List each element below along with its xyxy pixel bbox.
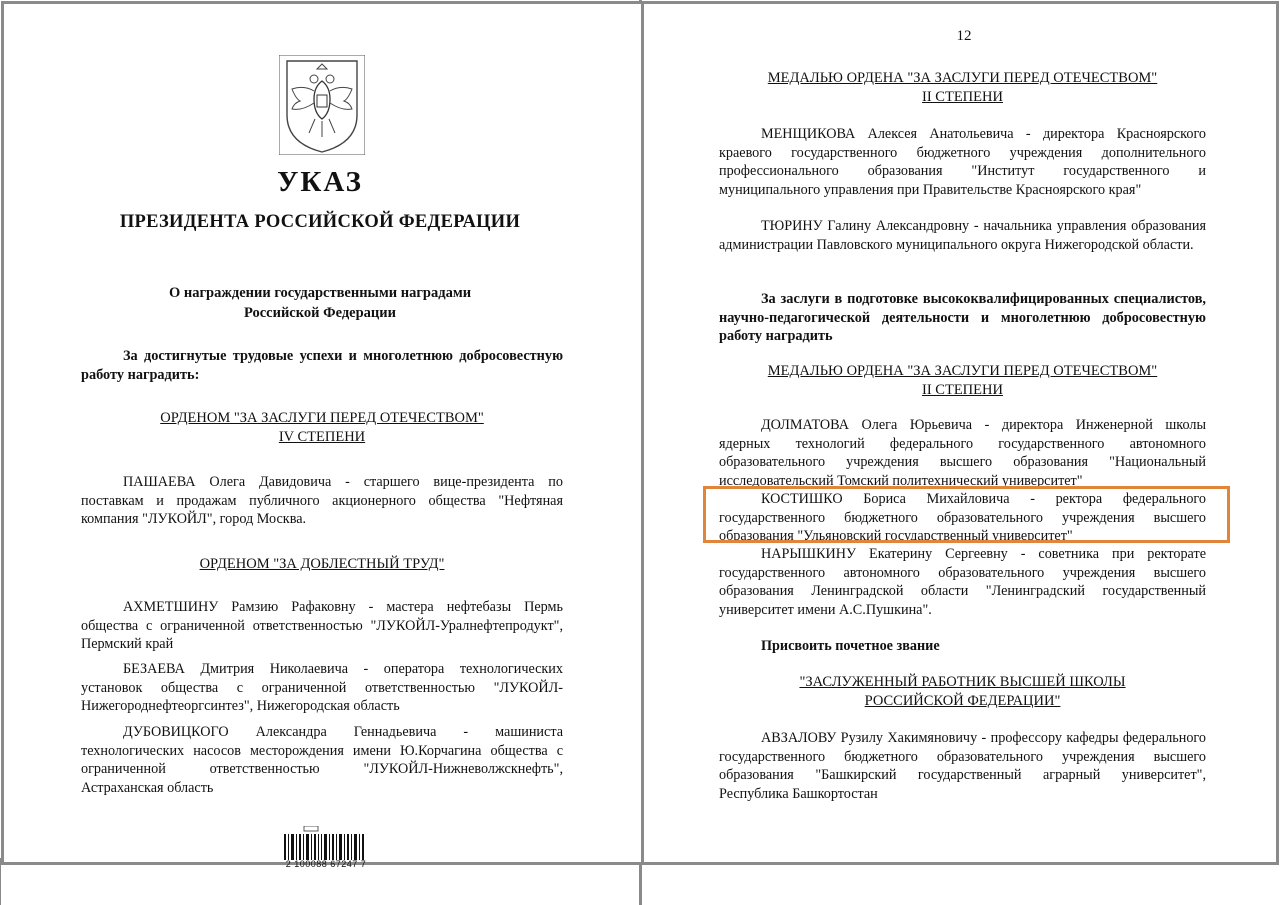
section-heading-line: МЕДАЛЬЮ ОРДЕНА "ЗА ЗАСЛУГИ ПЕРЕД ОТЕЧЕСТВОМ": [767, 70, 1158, 86]
section-heading-order-merit: [81, 409, 563, 447]
decree-subject: [80, 283, 560, 323]
coat-of-arms-emblem: [279, 55, 365, 155]
entry-text: КОСТИШКО Бориса Михайловича - ректора федерального государственного бюджетного образовательного учреждения высшего образования "Ульяновский государственный университет": [719, 491, 1206, 545]
section-heading-medal-2: [719, 362, 1206, 400]
document-title: УКАЗ: [277, 166, 363, 198]
section-heading-line: МЕДАЛЬЮ ОРДЕНА "ЗА ЗАСЛУГИ ПЕРЕД ОТЕЧЕСТВОМ": [767, 363, 1158, 379]
entry-text: ДУБОВИЦКОГО Александра Геннадьевича - машиниста технологических насосов месторождения имени Ю.Корчагина общества с ограниченной ответственностью "ЛУКОЙЛ-Нижневолжскнефть", Астраханская область: [81, 724, 563, 796]
section-heading-line: II СТЕПЕНИ: [922, 382, 1003, 398]
decree-intro: [81, 347, 563, 385]
decree-intro-text: За достигнутые трудовые успехи и многолетнюю добросовестную работу наградить:: [81, 348, 563, 383]
page-left-edge: [0, 858, 1, 905]
section-heading-line: II СТЕПЕНИ: [922, 89, 1003, 105]
entry-akhmetshina: [81, 598, 563, 654]
entry-text: БЕЗАЕВА Дмитрия Николаевича - оператора технологических установок общества с ограниченной ответственностью "ЛУКОЙЛ-Нижегороднефтеоргсинтез", Нижегородская область: [81, 661, 563, 715]
entry-menshchikova: [719, 125, 1206, 199]
honorary-title-intro: [719, 637, 1206, 656]
section-heading-order-labour: ОРДЕНОМ "ЗА ДОБЛЕСТНЫЙ ТРУД": [199, 556, 445, 572]
entry-dubovitsky: [81, 723, 563, 797]
merit-intro-text: За заслуги в подготовке высококвалифицированных специалистов, научно-педагогической деятельности и многолетнюю добросовестную работу наградить: [719, 291, 1206, 345]
merit-intro: [719, 290, 1206, 346]
entry-text: ДОЛМАТОВА Олега Юрьевича - директора Инженерной школы ядерных технологий федерального государственного автономного образовательного учреждения высшего образования "Национальный исследовательский Томский политехнический университет": [719, 417, 1206, 489]
decree-subject-line: О награждении государственными наградами: [168, 285, 472, 301]
entry-text: ПАШАЕВА Олега Давидовича - старшего вице-президента по поставкам и продажам публичного акционерного общества "Нефтяная компания "ЛУКОЙЛ", город Москва.: [81, 474, 563, 528]
barcode-number: 2 100088 67247 7: [285, 859, 367, 869]
entry-dolmatov: [719, 416, 1206, 490]
section-heading-line: IV СТЕПЕНИ: [278, 429, 366, 445]
honorary-title-intro-text: Присвоить почетное звание: [761, 638, 940, 654]
section-heading-line: РОССИЙСКОЙ ФЕДЕРАЦИИ": [864, 693, 1061, 709]
entry-tyurina: [719, 217, 1206, 254]
entry-text: НАРЫШКИНУ Екатерину Сергеевну - советника при ректорате государственного автономного образовательного учреждения высшего образования Ленинградской области "Ленинградский государственный университет имени А.С.Пушкина".: [719, 546, 1206, 618]
entry-pashaev: [81, 473, 563, 529]
document-subtitle: ПРЕЗИДЕНТА РОССИЙСКОЙ ФЕДЕРАЦИИ: [119, 212, 521, 232]
entry-text: МЕНЩИКОВА Алексея Анатольевича - директора Красноярского краевого государственного бюджетного учреждения дополнительного профессионального образования "Институт государственного и муниципального управления при Правительстве Красноярского края": [719, 126, 1206, 198]
section-heading-line: "ЗАСЛУЖЕННЫЙ РАБОТНИК ВЫСШЕЙ ШКОЛЫ: [799, 674, 1126, 690]
entry-text: ТЮРИНУ Галину Александровну - начальника управления образования администрации Павловского муниципального округа Нижегородской области.: [719, 218, 1206, 253]
page-number: 12: [956, 28, 972, 44]
entry-bezaev: [81, 660, 563, 716]
decree-subject-line: Российской Федерации: [243, 305, 396, 321]
entry-avzalova: [719, 729, 1206, 803]
section-heading-honorary-title: [719, 673, 1206, 711]
entry-naryshkina: [719, 545, 1206, 619]
section-heading-line: ОРДЕНОМ "ЗА ЗАСЛУГИ ПЕРЕД ОТЕЧЕСТВОМ": [160, 410, 484, 426]
entry-text: АХМЕТШИНУ Рамзию Рафаковну - мастера нефтебазы Пермь общества с ограниченной ответственностью "ЛУКОЙЛ-Уралнефтепродукт", Пермский край: [81, 599, 563, 653]
entry-text: АВЗАЛОВУ Рузилу Хакимяновичу - профессору кафедры федерального государственного бюджетного образовательного учреждения высшего образования "Башкирский государственный аграрный университет", Республика Башкортостан: [719, 730, 1206, 802]
highlight-box: [703, 486, 1230, 543]
section-heading-medal-1: [719, 69, 1206, 107]
